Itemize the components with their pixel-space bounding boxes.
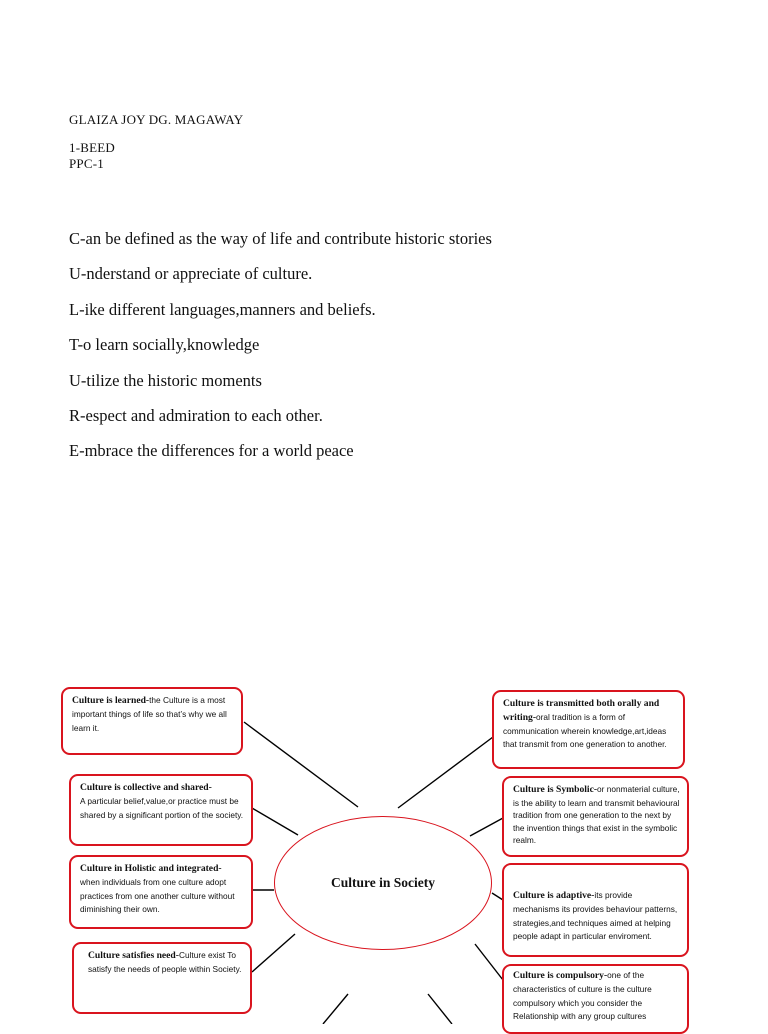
node-title: Culture is adaptive- <box>513 890 595 901</box>
node-collective-shared <box>69 774 253 846</box>
node-title: Culture is learned- <box>72 695 150 706</box>
acrostic-line-c: C-an be defined as the way of life and contribute historic stories <box>69 229 492 248</box>
acrostic-line-t: T-o learn socially,knowledge <box>69 335 260 354</box>
connector-line <box>470 818 503 836</box>
course-label: 1-BEED <box>69 140 115 155</box>
acrostic-line-r: R-espect and admiration to each other. <box>69 406 323 425</box>
connector-line <box>252 808 298 835</box>
node-text: A particular belief,value,or practice must be shared by a significant portion of the society. <box>80 795 244 820</box>
author-name: GLAIZA JOY DG. MAGAWAY <box>69 112 244 127</box>
node-title: Culture in Holistic and integrated- <box>80 863 222 874</box>
acrostic-line-l: L-ike different languages,manners and beliefs. <box>69 300 376 319</box>
acrostic-line-u2: U-tilize the historic moments <box>69 371 262 390</box>
connector-line <box>398 734 497 808</box>
node-transmitted <box>492 690 685 769</box>
center-node <box>274 816 492 950</box>
node-title: Culture satisfies need- <box>88 950 179 961</box>
node-text: the Culture is a most important things of life so that’s why we all learn it. <box>72 695 227 733</box>
node-text: or nonmaterial culture, is the ability to learn and transmit behavioural tradition from one generation to the next by the invention things that exist in the symbolic realm. <box>513 784 680 846</box>
node-learned <box>61 687 243 755</box>
node-title: Culture is Symbolic- <box>513 784 598 795</box>
acrostic-line-u1: U-nderstand or appreciate of culture. <box>69 264 313 283</box>
node-title: Culture is compulsory- <box>513 970 608 981</box>
node-text: Culture exist To satisfy the needs of people within Society. <box>88 950 242 974</box>
node-text: when individuals from one culture adopt practices from one another culture without diminishing their own. <box>80 876 235 915</box>
center-title: Culture in Society <box>331 875 435 890</box>
connector-line <box>475 944 503 980</box>
connector-line <box>244 722 358 807</box>
node-adaptive <box>502 863 689 957</box>
acrostic-line-e: E-mbrace the differences for a world peace <box>69 441 354 460</box>
node-satisfies-need <box>72 942 252 1014</box>
node-text: its provide mechanisms its provides behaviour patterns, strategies,and techniques aimed at helping people adapt in particular enviroment. <box>513 890 678 942</box>
node-holistic-integrated <box>69 855 253 929</box>
connector-line <box>323 994 348 1024</box>
node-symbolic <box>502 776 689 857</box>
node-title: Culture is collective and shared- <box>80 782 212 793</box>
connector-line <box>252 934 295 972</box>
node-title: Culture is transmitted both orally and writing- <box>503 698 660 723</box>
section-label: PPC-1 <box>69 156 104 171</box>
node-text: one of the characteristics of culture is the culture compulsory which you consider the Relationship with any group cultures <box>513 970 652 1022</box>
node-text: oral tradition is a form of communication wherein knowledge,art,ideas that transmit from one generation to another. <box>503 711 667 750</box>
connector-line <box>428 994 452 1024</box>
